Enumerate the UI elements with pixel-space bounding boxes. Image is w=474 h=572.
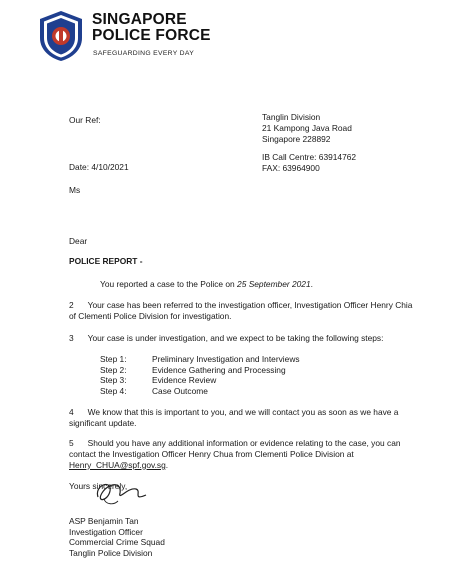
- address-city: Singapore 228892: [262, 134, 331, 144]
- recipient-title: Ms: [69, 185, 81, 195]
- salutation: Dear: [69, 236, 88, 246]
- step-item: Step 4: Case Outcome: [100, 385, 208, 396]
- signatory-block: [69, 516, 165, 558]
- police-crest-logo: [38, 10, 84, 62]
- call-centre-number: IB Call Centre: 63914762: [262, 152, 357, 162]
- paragraph-3: 3 Your case is under investigation, and we expect to be taking the following steps:: [69, 333, 384, 343]
- steps-list: [100, 354, 300, 396]
- paragraph-2: 2 Your case has been referred to the investigation officer, Investigation Officer Henry Chia of Clementi Police Division for investigation.: [69, 300, 413, 321]
- paragraph-5: 5 Should you have any additional information or evidence relating to the case, you can contact the Investigation Officer Henry Chua from Clementi Police Division at Henry_CHUA@spf.gov.sg.: [69, 438, 401, 470]
- address-division: Tanglin Division: [262, 112, 321, 122]
- paragraph-1: You reported a case to the Police on 25 September 2021.: [100, 279, 313, 289]
- step-item: Step 3: Evidence Review: [100, 375, 217, 386]
- signatory-unit: Commercial Crime Squad: [69, 537, 165, 547]
- signatory-title: Investigation Officer: [69, 526, 143, 537]
- our-ref-label: Our Ref:: [69, 115, 101, 125]
- signatory-name: ASP Benjamin Tan: [69, 516, 139, 526]
- report-date: 25 September 2021: [237, 279, 311, 289]
- org-name: SINGAPORE POLICE FORCE: [92, 11, 211, 45]
- step-item: Step 1: Preliminary Investigation and Interviews: [100, 354, 300, 364]
- contact-email-link[interactable]: Henry_CHUA@spf.gov.sg: [69, 459, 166, 470]
- letter-subject: POLICE REPORT -: [69, 256, 143, 266]
- org-tagline: SAFEGUARDING EVERY DAY: [93, 50, 195, 57]
- signatory-division: Tanglin Police Division: [69, 547, 153, 558]
- handwritten-signature: [84, 475, 154, 509]
- letter-date: Date: 4/10/2021: [69, 162, 129, 172]
- fax-number: FAX: 63964900: [262, 163, 320, 173]
- sign-off: Yours sincerely,: [69, 481, 128, 491]
- paragraph-4: 4 We know that this is important to you, and we will contact you as soon as we have a significant update.: [69, 407, 399, 428]
- step-item: Step 2: Evidence Gathering and Processing: [100, 364, 286, 375]
- address-street: 21 Kampong Java Road: [262, 123, 352, 133]
